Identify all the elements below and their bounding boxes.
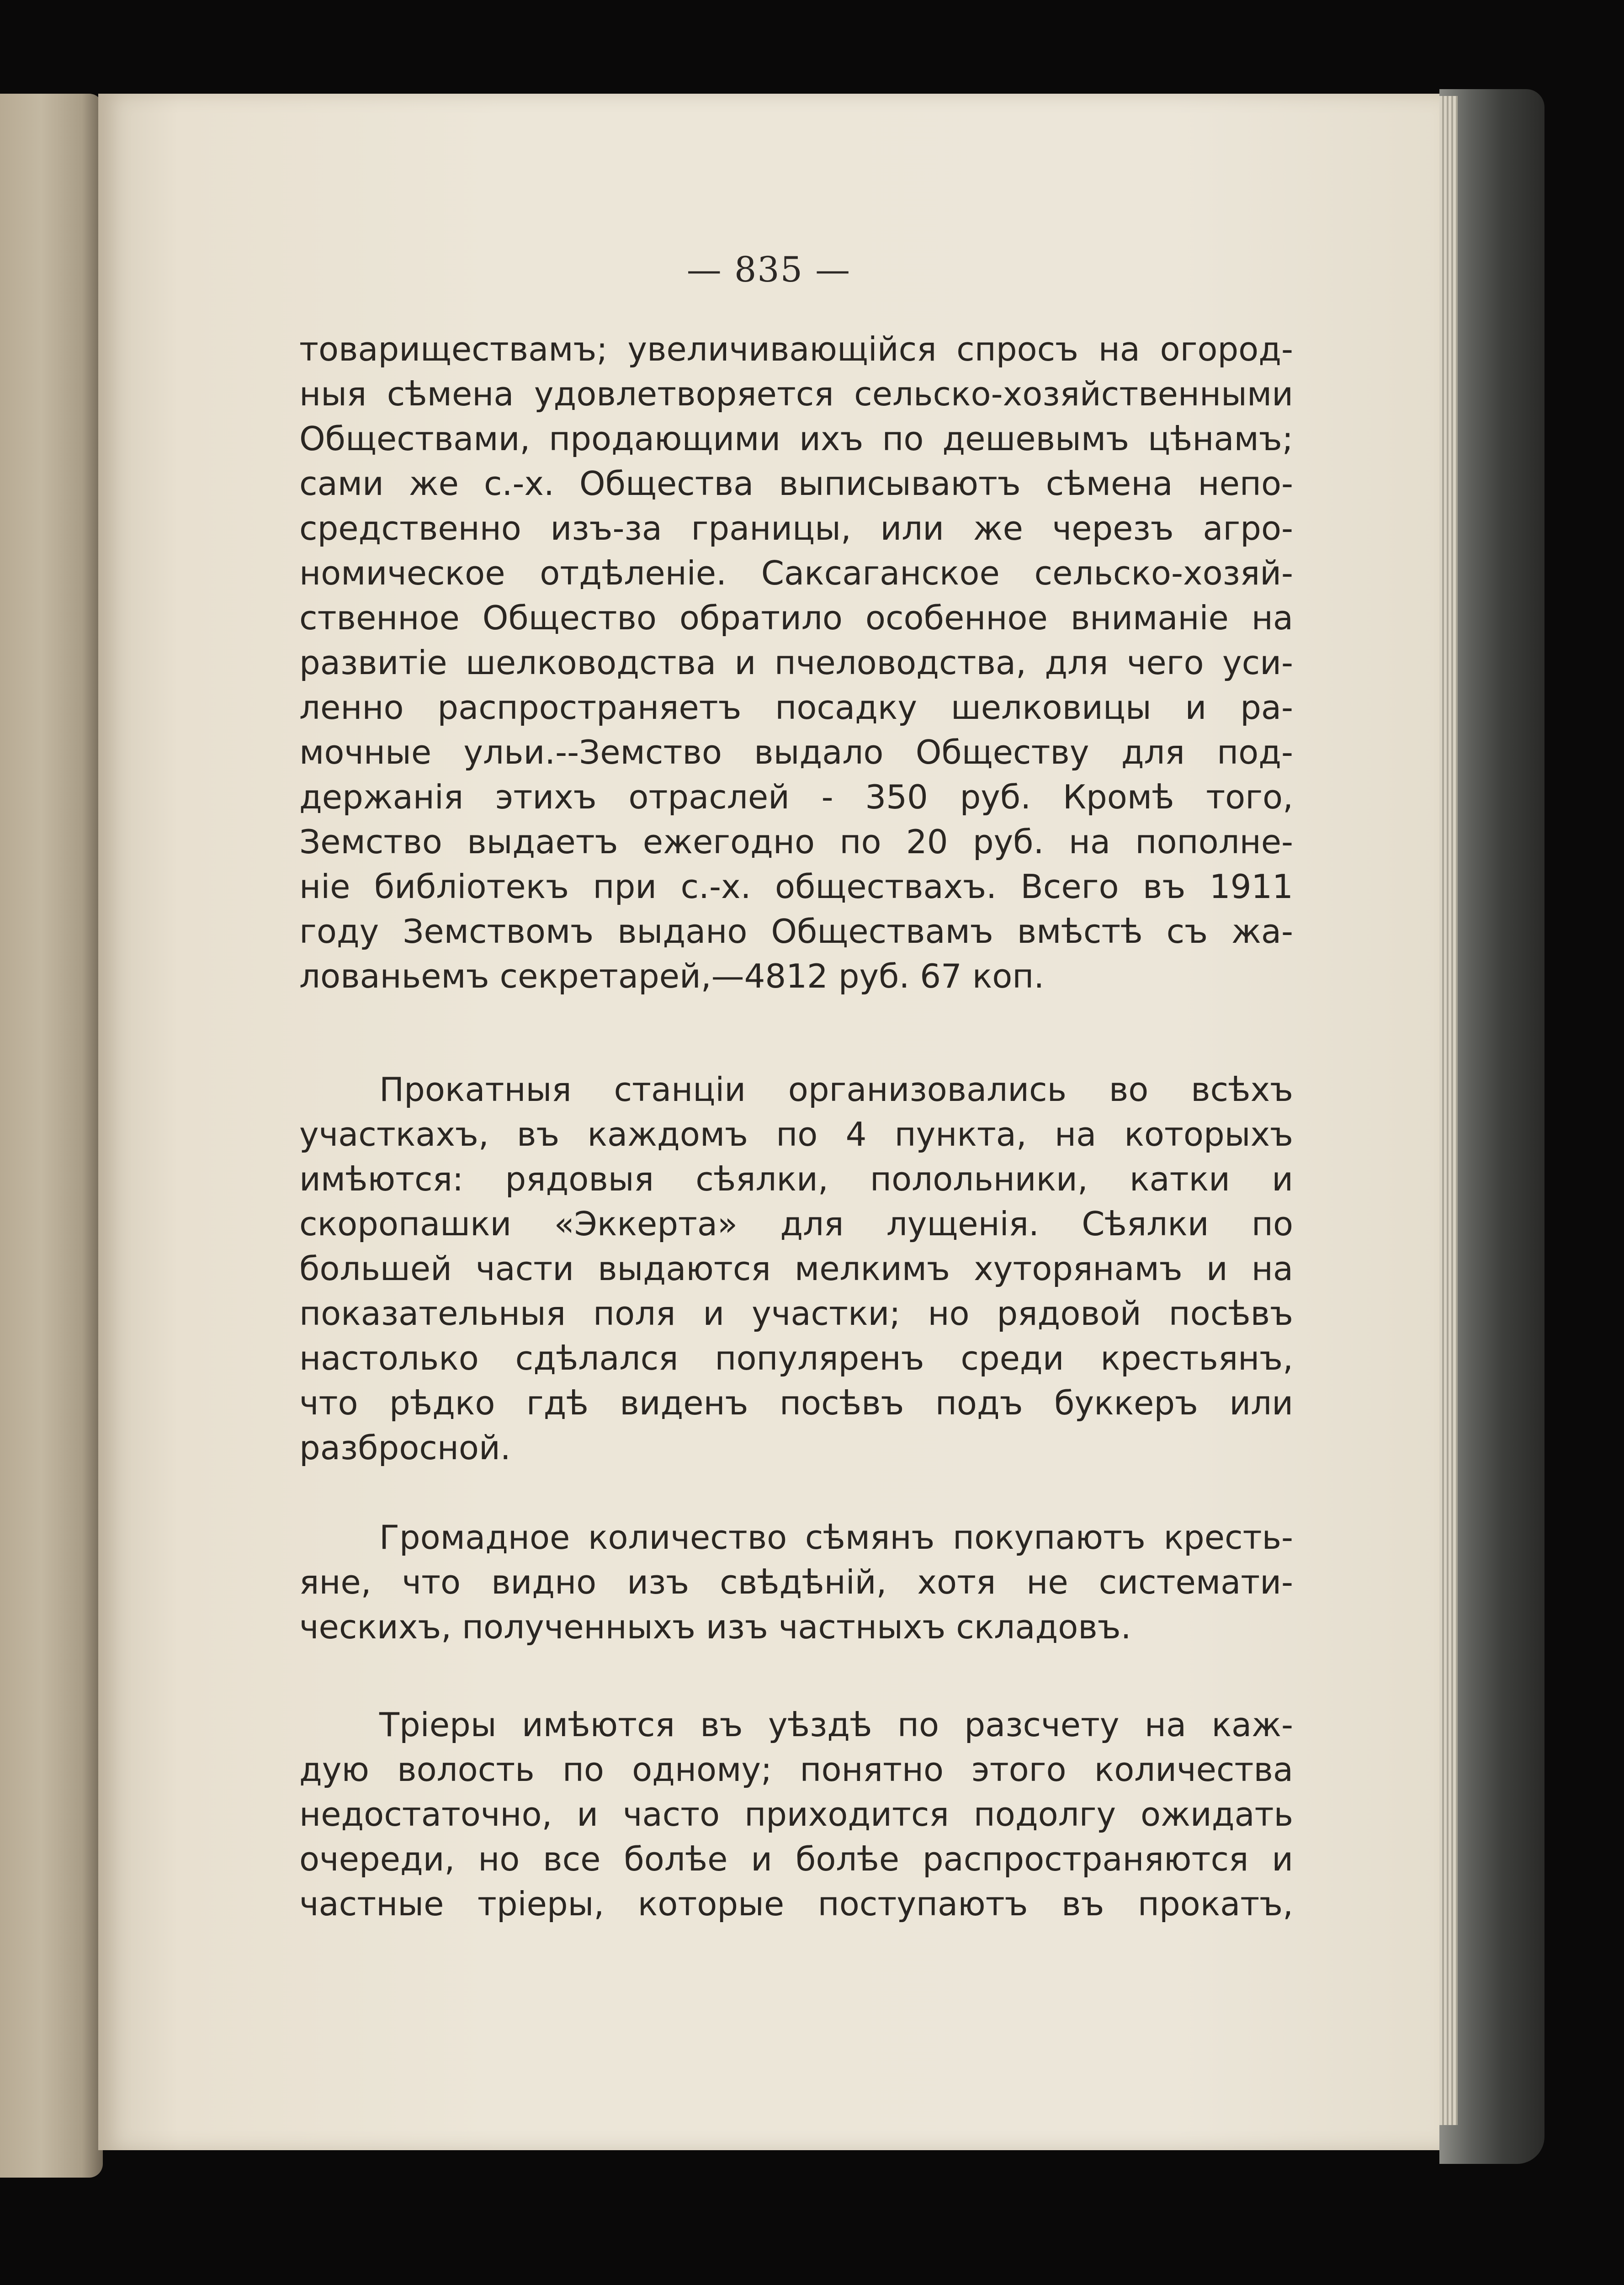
text-line: дую волость по одному; понятно этого количества: [299, 1750, 1293, 1789]
text-line: лованьемъ секретарей,—4812 руб. 67 коп.: [299, 957, 1045, 995]
paragraph-4: [299, 1702, 1293, 1926]
text-line: яне, что видно изъ свѣдѣній, хотя не системати-: [299, 1563, 1293, 1601]
text-line: ственное Общество обратило особенное вниманіе на: [299, 599, 1293, 637]
text-line: развитіе шелководства и пчеловодства, для чего уси-: [299, 643, 1293, 682]
text-line: Громадное количество сѣмянъ покупаютъ кресть-: [379, 1518, 1293, 1557]
left-facing-page: [0, 94, 103, 2178]
paragraph-2: [299, 1067, 1293, 1470]
paragraph-1: [299, 327, 1293, 999]
text-line: Тріеры имѣются въ уѣздѣ по разсчету на каж-: [379, 1706, 1293, 1744]
text-line: ческихъ, полученныхъ изъ частныхъ складовъ.: [299, 1608, 1131, 1646]
text-line: показательныя поля и участки; но рядовой посѣвъ: [299, 1294, 1293, 1333]
text-line: участкахъ, въ каждомъ по 4 пункта, на которыхъ: [299, 1115, 1293, 1153]
text-line: ніе библіотекъ при с.-х. обществахъ. Всего въ 1911: [299, 867, 1293, 906]
text-line: частные тріеры, которые поступаютъ въ прокатъ,: [299, 1885, 1293, 1923]
text-line: средственно изъ-за границы, или же черезъ агро-: [299, 509, 1293, 547]
text-line: Прокатныя станціи организовались во всѣхъ: [379, 1070, 1293, 1109]
page-number: — 835 —: [686, 249, 851, 290]
text-line: имѣются: рядовыя сѣялки, полольники, катки и: [299, 1160, 1293, 1198]
text-line: году Земствомъ выдано Обществамъ вмѣстѣ съ жа-: [299, 912, 1293, 951]
text-line: разбросной.: [299, 1429, 511, 1467]
text-line: товариществамъ; увеличивающійся спросъ на огород-: [299, 330, 1293, 368]
book-page: [98, 94, 1439, 2150]
text-line: недостаточно, и часто приходится подолгу ожидать: [299, 1795, 1293, 1833]
text-line: ныя сѣмена удовлетворяется сельско-хозяйственными: [299, 375, 1293, 413]
text-line: Земство выдаетъ ежегодно по 20 руб. на пополне-: [299, 823, 1293, 861]
text-line: сами же с.-х. Общества выписываютъ сѣмена непо-: [299, 464, 1293, 503]
text-line: Обществами, продающими ихъ по дешевымъ цѣнамъ;: [299, 420, 1293, 458]
paragraph-3: [299, 1515, 1293, 1649]
text-line: скоропашки «Эккерта» для лущенія. Сѣялки по: [299, 1205, 1293, 1243]
text-line: номическое отдѣленіе. Саксаганское сельско-хозяй-: [299, 554, 1293, 592]
text-line: настолько сдѣлался популяренъ среди крестьянъ,: [299, 1339, 1293, 1377]
text-line: что рѣдко гдѣ виденъ посѣвъ подъ буккеръ или: [299, 1384, 1293, 1422]
text-line: ленно распространяетъ посадку шелковицы и ра-: [299, 688, 1293, 727]
text-line: держанія этихъ отраслей - 350 руб. Кромѣ того,: [299, 778, 1293, 816]
text-line: большей части выдаются мелкимъ хуторянамъ и на: [299, 1249, 1293, 1288]
text-line: мочные ульи.--Земство выдало Обществу для под-: [299, 733, 1293, 771]
text-line: очереди, но все болѣе и болѣе распространяются и: [299, 1840, 1293, 1878]
